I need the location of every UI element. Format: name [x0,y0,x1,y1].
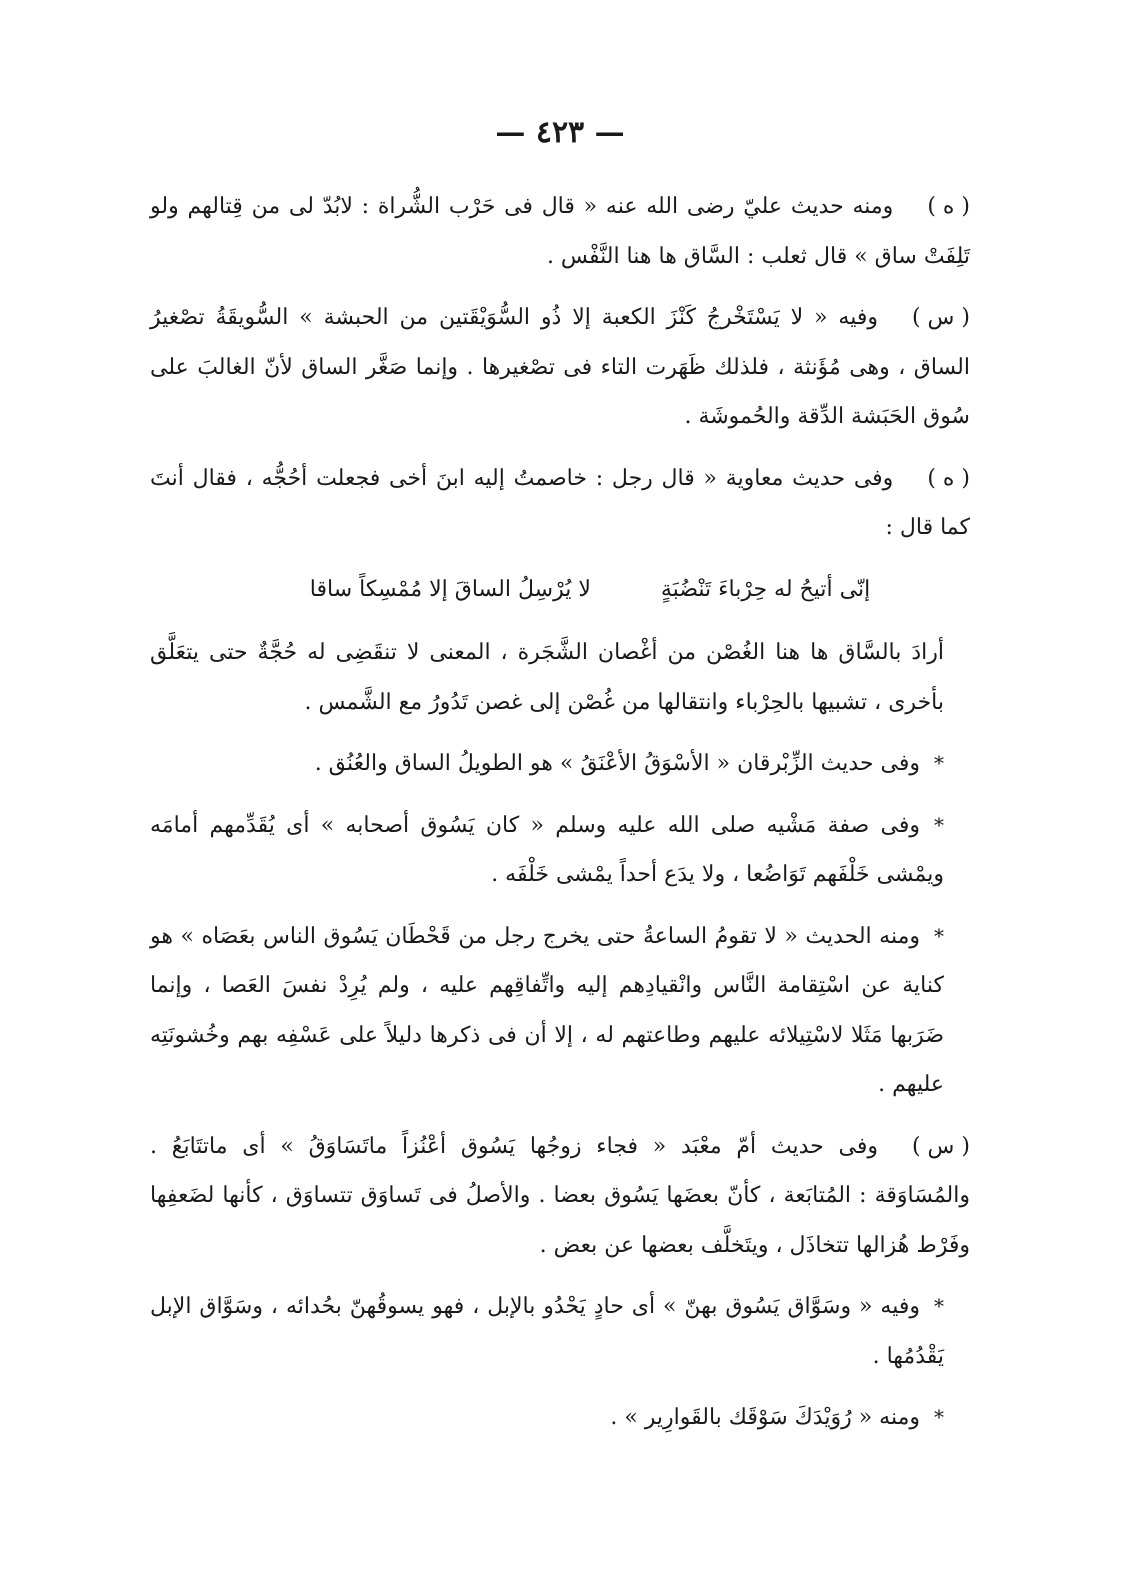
entry-text: وفى حديث معاوية « قال رجل : خاصمتُ إليه ابنَ أخى فجعلت أحُجُّه ، فقال أنتَ كما قال : [150,465,970,540]
bullet-entry-3 [150,912,970,1110]
asterisk-marker: * [934,923,944,948]
entry-marker: ( س ) [911,305,970,330]
asterisk-marker: * [934,1294,944,1318]
entry-text: ومنه الحديث « لا تقومُ الساعةُ حتى يخرج رجل من قَحْطَان يَسُوق الناس بعَصَاه » هو كناية عن اسْتِقامة النَّاس وانْقيادِهم إليه واتِّفاقِهم عليه ، ولم يُرِدْ نفسَ العَصا ، وإنما ضَرَبها مَثَلا لاسْتِيلائه عليهم وطاعتهم له ، إلا أن فى ذكرها دليلاً على عَسْفِه بهم وخُشونَتِه عليهم . [150,923,944,1097]
entry-marker: ( س ) [911,1133,970,1159]
asterisk-marker: * [934,751,944,775]
entry-4 [150,1122,970,1271]
bullet-entry-1 [150,739,970,789]
bullet-entry-5 [150,1393,970,1443]
asterisk-marker: * [934,1405,944,1429]
entry-text: وفيه « وسَوَّاق يَسُوق بهنّ » أى حادٍ يَحْدُو بالإبل ، فهو يسوقُهنّ بحُدائه ، وسَوَّاق الإبل يَقْدُمُها . [150,1294,944,1369]
entry-1 [150,182,970,281]
entry-2 [150,293,970,442]
entry-text: وفيه « لا يَسْتَخْرجُ كَنْزَ الكعبة إلا ذُو السُّوَيْقَتين من الحبشة » السُّويقَةُ تصْغيرُ الساق ، وهى مُؤَنثة ، فلذلك ظَهَرت التاء فى تصْغيرها . وإنما صَغَّر الساق لأنّ الغالبَ على سُوق الحَبَشة الدِّقة والحُموشَة . [150,305,970,429]
entry-text: وفى حديث الزِّبْرقان « الأسْوَقُ الأعْنَقُ » هو الطويلُ الساق والعُنُق . [314,751,920,776]
entry-text: ومنه « رُوَيْدَكَ سَوْقَك بالقَوارِير » . [610,1405,920,1430]
page-number: — ٤٢٣ — [495,115,625,150]
entry-marker: ( ه ) [927,465,970,491]
poetry-verse [150,565,970,615]
bullet-entry-2 [150,801,970,900]
asterisk-marker: * [934,812,944,837]
verse-first-hemistich: إنّى أتيحُ له حِرْباءَ تَنْضُبَةٍ [660,576,871,602]
entry-text: ومنه حديث عليّ رضى الله عنه « قال فى حَرْب الشُّراة : لابُدّ لى من قِتالهم ولو تَلِفَتْ ساق » قال ثعلب : السَّاق ها هنا النَّفْس . [150,194,970,269]
entry-text: وفى حديث أمّ معْبَد « فجاء زوجُها يَسُوق أعْنُزاً ماتَسَاوَقُ » أى ماتتَابَعُ . والمُسَاوَقة : المُتابَعة ، كأنّ بعضَها يَسُوق بعضا . والأصلُ فى تَساوَق تتساوَق ، كأنها لضَعفِها وفَرْط هُزالها تتخاذَل ، ويتَخلَّف بعضها عن بعض . [150,1133,970,1258]
entry-text: وفى صفة مَشْيه صلى الله عليه وسلم « كان يَسُوق أصحابه » أى يُقَدِّمهم أمامَه ويمْشى خَلْفَهم تَوَاضُعا ، ولا يدَع أحداً يمْشى خَلْفَه . [150,812,944,887]
verse-commentary: أرادَ بالسَّاق ها هنا الغُصْن من أغْصان الشَّجَرة ، المعنى لا تنقَضِى له حُجَّةٌ حتى يتعَلَّق بأخرى ، تشبيها بالحِرْباء وانتقالها من غُصْن إلى غصن تَدُورُ مع الشَّمس . [150,640,944,715]
bullet-entry-4 [150,1282,970,1381]
verse-second-hemistich: لا يُرْسِلُ الساقَ إلا مُمْسِكاً ساقا [309,576,591,602]
entry-marker: ( ه ) [927,194,970,219]
document-page [150,100,970,1455]
entry-3 [150,454,970,553]
